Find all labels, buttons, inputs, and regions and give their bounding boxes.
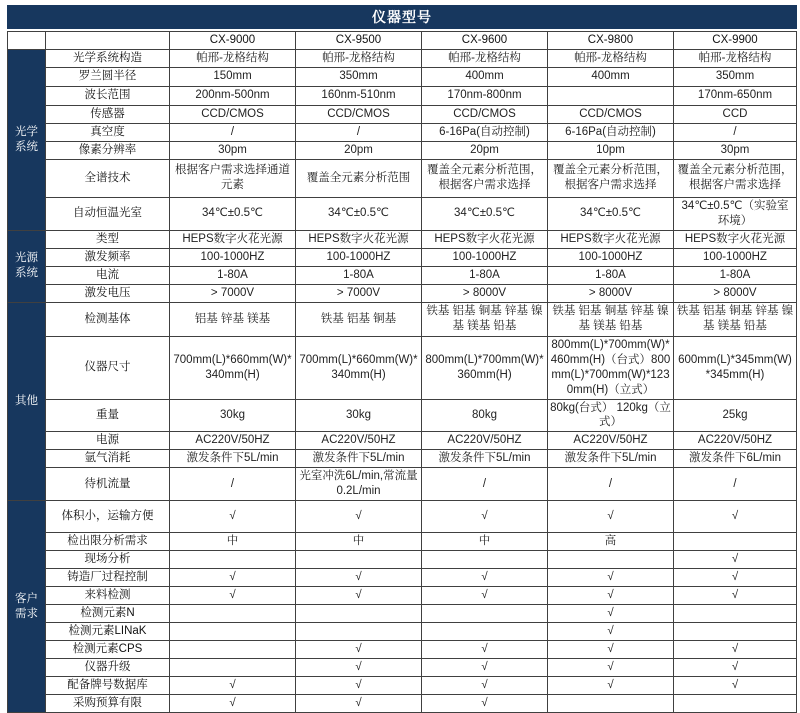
spec-value-cell: √ [548,605,674,623]
spec-value-cell: √ [548,587,674,605]
row-label-cell: 真空度 [46,123,170,141]
spec-value-cell [674,695,797,713]
spec-value-cell: 170nm-800nm [422,86,548,105]
row-label-cell: 待机流量 [46,468,170,501]
row-label-cell: 波长范围 [46,86,170,105]
spec-value-cell: > 7000V [296,284,422,302]
spec-value-cell: √ [422,677,548,695]
row-label-cell: 仪器尺寸 [46,336,170,399]
spec-value-cell: 350mm [296,67,422,86]
spec-value-cell: 激发条件下5L/min [170,450,296,468]
spec-value-cell: √ [296,587,422,605]
spec-value-cell: √ [170,501,296,533]
spec-value-cell: √ [170,587,296,605]
spec-value-cell: √ [548,659,674,677]
row-label-cell: 重量 [46,399,170,432]
spec-value-cell: / [422,468,548,501]
spec-value-cell: 30pm [674,141,797,159]
spec-value-cell [170,551,296,569]
spec-value-cell: 800mm(L)*700mm(W)*460mm(H)（台式）800mm(L)*700mm(W)*1230mm(H)（立式） [548,336,674,399]
table-row [8,49,797,67]
spec-value-cell: √ [548,501,674,533]
spec-value-cell: 1-80A [548,266,674,284]
row-label-cell: 传感器 [46,105,170,123]
spec-value-cell: AC220V/50HZ [674,432,797,450]
table-row [8,248,797,266]
spec-value-cell: / [170,123,296,141]
spec-value-cell: > 8000V [548,284,674,302]
spec-value-cell: HEPS数字火花光源 [422,230,548,248]
table-row [8,569,797,587]
table-row [8,677,797,695]
spec-value-cell [548,86,674,105]
spec-value-cell: 100-1000HZ [296,248,422,266]
row-label-cell: 激发频率 [46,248,170,266]
table-row [8,399,797,432]
spec-value-cell: 700mm(L)*660mm(W)*340mm(H) [170,336,296,399]
table-row [8,123,797,141]
table-row [8,284,797,302]
spec-value-cell: 光室冲洗6L/min,常流量0.2L/min [296,468,422,501]
spec-value-cell: √ [548,677,674,695]
row-label-cell: 检出限分析需求 [46,533,170,551]
table-row [8,551,797,569]
spec-value-cell: CCD/CMOS [170,105,296,123]
spec-value-cell [674,605,797,623]
spec-value-cell [548,695,674,713]
spec-value-cell: / [170,468,296,501]
spec-value-cell: 34℃±0.5℃（实验室环境） [674,197,797,230]
spec-value-cell: 100-1000HZ [674,248,797,266]
spec-value-cell: HEPS数字火花光源 [296,230,422,248]
row-label-cell: 检测元素LINaK [46,623,170,641]
table-row [8,197,797,230]
table-row [8,105,797,123]
spec-value-cell: CCD/CMOS [548,105,674,123]
spec-value-cell: 帕邢-龙格结构 [296,49,422,67]
spec-value-cell: HEPS数字火花光源 [548,230,674,248]
spec-value-cell: 170nm-650nm [674,86,797,105]
spec-value-cell: 1-80A [170,266,296,284]
spec-value-cell: 100-1000HZ [422,248,548,266]
spec-value-cell: 铝基 锌基 镁基 [170,302,296,336]
spec-value-cell: √ [674,641,797,659]
row-label-cell: 采购预算有限 [46,695,170,713]
table-row [8,695,797,713]
spec-value-cell: 中 [422,533,548,551]
spec-value-cell: √ [674,587,797,605]
table-row [8,302,797,336]
table-row [8,230,797,248]
row-label-cell: 氩气消耗 [46,450,170,468]
table-row [8,659,797,677]
spec-value-cell [422,623,548,641]
row-label-cell: 光学系统构造 [46,49,170,67]
spec-value-cell: 6-16Pa(自动控制) [422,123,548,141]
spec-value-cell: 20pm [296,141,422,159]
spec-value-cell: > 8000V [674,284,797,302]
spec-value-cell: 激发条件下6L/min [674,450,797,468]
row-label-cell: 像素分辨率 [46,141,170,159]
spec-value-cell: 400mm [548,67,674,86]
row-label-cell: 铸造厂过程控制 [46,569,170,587]
spec-value-cell: √ [674,569,797,587]
spec-value-cell: √ [548,623,674,641]
spec-value-cell: 高 [548,533,674,551]
spec-value-cell: 激发条件下5L/min [296,450,422,468]
model-header-row [8,32,797,50]
spec-value-cell: 中 [296,533,422,551]
table-row [8,266,797,284]
spec-value-cell: 30kg [170,399,296,432]
spec-value-cell: 激发条件下5L/min [422,450,548,468]
spec-value-cell: / [548,468,674,501]
spec-value-cell: 帕邢-龙格结构 [674,49,797,67]
spec-value-cell [674,533,797,551]
spec-value-cell: √ [296,569,422,587]
spec-value-cell: 铁基 铝基 铜基 锌基 镍基 镁基 铅基 [674,302,797,336]
spec-value-cell: 150mm [170,67,296,86]
spec-value-cell: 帕邢-龙格结构 [170,49,296,67]
table-row [8,587,797,605]
category-cell: 光源系统 [8,230,46,302]
spec-value-cell: √ [296,695,422,713]
corner-empty-cell [8,32,46,50]
model-name-cell: CX-9600 [422,32,548,50]
row-label-cell: 电源 [46,432,170,450]
row-label-cell: 现场分析 [46,551,170,569]
spec-value-cell: CCD [674,105,797,123]
spec-value-cell: AC220V/50HZ [548,432,674,450]
spec-value-cell: 25kg [674,399,797,432]
spec-value-cell: / [674,468,797,501]
spec-value-cell: 1-80A [422,266,548,284]
table-row [8,623,797,641]
spec-value-cell: 34℃±0.5℃ [296,197,422,230]
spec-value-cell [422,551,548,569]
spec-value-cell: √ [548,569,674,587]
row-label-cell: 激发电压 [46,284,170,302]
row-label-cell: 类型 [46,230,170,248]
spec-value-cell [170,641,296,659]
table-row [8,641,797,659]
spec-value-cell: 20pm [422,141,548,159]
table-row [8,141,797,159]
corner-empty-cell [46,32,170,50]
table-title: 仪器型号 [7,5,797,29]
spec-value-cell: 覆盖全元素分析范围，根据客户需求选择 [674,159,797,197]
spec-value-cell: 34℃±0.5℃ [170,197,296,230]
spec-table [7,31,797,713]
spec-value-cell: 根据客户需求选择通道元素 [170,159,296,197]
spec-value-cell: / [296,123,422,141]
spec-value-cell: 80kg [422,399,548,432]
spec-value-cell [296,623,422,641]
spec-value-cell: 700mm(L)*660mm(W)*340mm(H) [296,336,422,399]
spec-value-cell: √ [296,501,422,533]
spec-value-cell: 覆盖全元素分析范围，根据客户需求选择 [422,159,548,197]
row-label-cell: 仪器升级 [46,659,170,677]
spec-value-cell: / [674,123,797,141]
spec-value-cell: 800mm(L)*700mm(W)*360mm(H) [422,336,548,399]
spec-value-cell [170,605,296,623]
spec-value-cell: 10pm [548,141,674,159]
spec-value-cell: AC220V/50HZ [422,432,548,450]
spec-value-cell [422,605,548,623]
spec-value-cell: CCD/CMOS [422,105,548,123]
spec-value-cell: 80kg(台式） 120kg（立式） [548,399,674,432]
spec-value-cell: HEPS数字火花光源 [170,230,296,248]
spec-value-cell: √ [170,569,296,587]
model-name-cell: CX-9000 [170,32,296,50]
model-name-cell: CX-9500 [296,32,422,50]
table-row [8,468,797,501]
spec-value-cell: √ [296,641,422,659]
spec-value-cell: > 8000V [422,284,548,302]
spec-value-cell: √ [170,677,296,695]
spec-value-cell: √ [674,677,797,695]
spec-value-cell: 中 [170,533,296,551]
spec-value-cell: 覆盖全元素分析范围，根据客户需求选择 [548,159,674,197]
spec-value-cell: √ [422,501,548,533]
spec-value-cell: √ [422,659,548,677]
row-label-cell: 罗兰圆半径 [46,67,170,86]
spec-value-cell: √ [422,587,548,605]
spec-value-cell: 34℃±0.5℃ [548,197,674,230]
row-label-cell: 配备牌号数据库 [46,677,170,695]
spec-value-cell [674,623,797,641]
spec-value-cell: √ [296,677,422,695]
spec-value-cell: √ [674,501,797,533]
category-cell: 客户需求 [8,501,46,713]
category-cell: 光学系统 [8,49,46,230]
spec-value-cell: 铁基 铝基 铜基 锌基 镍基 镁基 铅基 [422,302,548,336]
row-label-cell: 电流 [46,266,170,284]
spec-value-cell: 350mm [674,67,797,86]
spec-value-cell: > 7000V [170,284,296,302]
spec-value-cell: 1-80A [674,266,797,284]
spec-value-cell: 34℃±0.5℃ [422,197,548,230]
row-label-cell: 检测基体 [46,302,170,336]
spec-value-cell: 160nm-510nm [296,86,422,105]
spec-value-cell: 覆盖全元素分析范围 [296,159,422,197]
spec-value-cell: 100-1000HZ [170,248,296,266]
table-row [8,159,797,197]
spec-value-cell: 30pm [170,141,296,159]
table-row [8,450,797,468]
row-label-cell: 全谱技术 [46,159,170,197]
row-label-cell: 自动恒温光室 [46,197,170,230]
spec-value-cell [170,623,296,641]
spec-value-cell: √ [674,551,797,569]
spec-value-cell: 100-1000HZ [548,248,674,266]
spec-value-cell: √ [548,641,674,659]
spec-value-cell: AC220V/50HZ [296,432,422,450]
spec-value-cell: √ [170,695,296,713]
table-row [8,432,797,450]
spec-value-cell: √ [296,659,422,677]
spec-value-cell: √ [422,569,548,587]
spec-value-cell: 30kg [296,399,422,432]
table-row [8,67,797,86]
spec-value-cell: 400mm [422,67,548,86]
spec-value-cell: HEPS数字火花光源 [674,230,797,248]
spec-table-body [8,32,797,713]
spec-value-cell: √ [422,641,548,659]
spec-value-cell [548,551,674,569]
model-name-cell: CX-9800 [548,32,674,50]
category-cell: 其他 [8,302,46,501]
row-label-cell: 来料检测 [46,587,170,605]
table-row [8,336,797,399]
spec-value-cell: 6-16Pa(自动控制) [548,123,674,141]
spec-value-cell: 铁基 铝基 铜基 [296,302,422,336]
row-label-cell: 检测元素N [46,605,170,623]
spec-value-cell: 1-80A [296,266,422,284]
spec-value-cell: CCD/CMOS [296,105,422,123]
spec-value-cell: AC220V/50HZ [170,432,296,450]
spec-value-cell: √ [674,659,797,677]
table-row [8,605,797,623]
spec-value-cell: 600mm(L)*345mm(W)*345mm(H) [674,336,797,399]
spec-value-cell: 铁基 铝基 铜基 锌基 镍基 镁基 铅基 [548,302,674,336]
spec-value-cell [296,605,422,623]
spec-value-cell: √ [422,695,548,713]
row-label-cell: 检测元素CPS [46,641,170,659]
spec-value-cell [170,659,296,677]
row-label-cell: 体积小，运输方便 [46,501,170,533]
spec-value-cell: 帕邢-龙格结构 [548,49,674,67]
spec-value-cell [296,551,422,569]
spec-value-cell: 200nm-500nm [170,86,296,105]
table-row [8,501,797,533]
table-row [8,86,797,105]
spec-value-cell: 帕邢-龙格结构 [422,49,548,67]
table-row [8,533,797,551]
spec-value-cell: 激发条件下5L/min [548,450,674,468]
model-name-cell: CX-9900 [674,32,797,50]
